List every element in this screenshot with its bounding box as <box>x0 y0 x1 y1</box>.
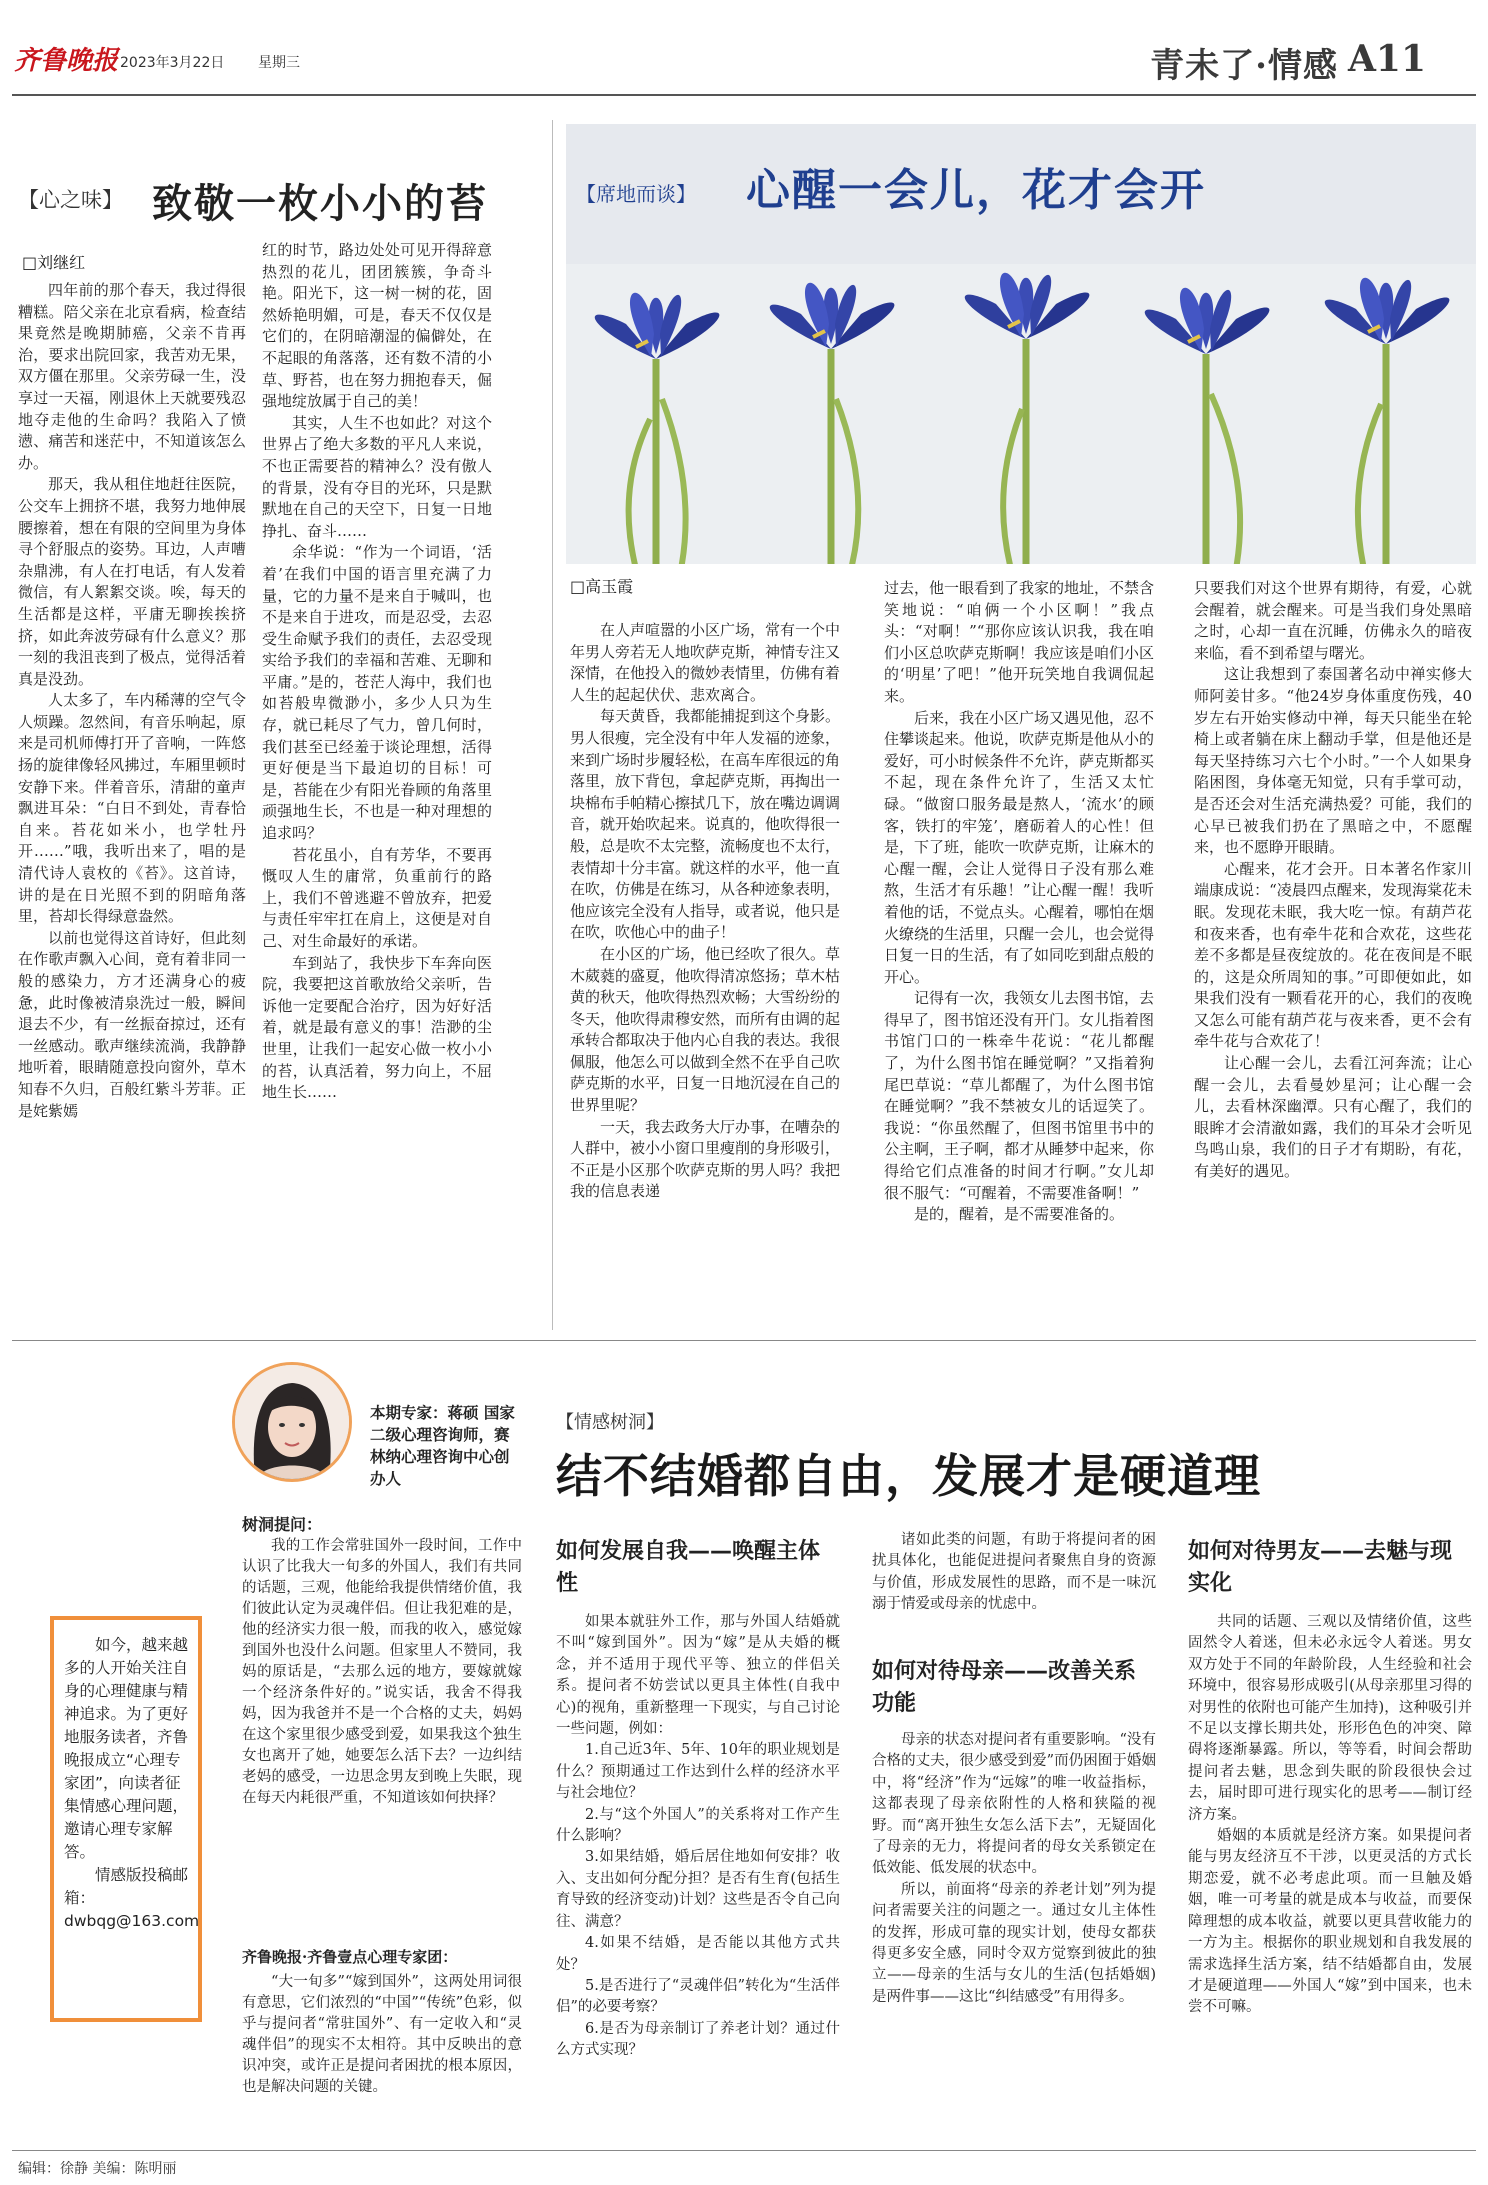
article3-col1 <box>556 1536 840 2136</box>
article2-tag: 【席地而谈】 <box>576 182 696 206</box>
expert-answer: “大一旬多”“嫁到国外”，这两处用词很有意思，它们浓烈的“中国”“传统”色彩，似乎与提问者“常驻国外”、有一定收入和“灵魂伴侣”的现实不太相符。其中反映出的意识冲突，或许正是提问者困扰的根本原因，也是解决问题的关键。 <box>242 1974 522 2095</box>
notice-text: 如今，越来越多的人开始关注自身的心理健康与精神追求。为了更好地服务读者，齐鲁晚报成立“心理专家团”，向读者征集情感心理问题，邀请心理专家解答。 <box>64 1636 189 1861</box>
issue-weekday: 星期三 <box>258 55 300 71</box>
column-divider <box>552 120 553 1330</box>
subhead-self: 如何发展自我——唤醒主体性 <box>556 1539 821 1596</box>
article2-col1: 在人声喧嚣的小区广场，常有一个中年男人旁若无人地吹萨克斯，神情专注又深情，在他投入的微妙表情里，仿佛有着人生的起起伏伏、悲欢离合。 每天黄昏，我都能捕捉到这个身影。男人很瘦，完全没有中年人发福的迹象，来到广场时步履轻松，在高车库很远的角落里，放下背包，拿起萨克斯，再掏出一块棉布手帕精心擦拭几下，放在嘴边调调音，就开始吹起来。说真的，他吹得很一般，总是吹不太完整，流畅度也不太行，表情却十分丰富。就这样的水平，他一直在吹，仿佛是在练习，从各种迹象表明，他应该完全没有人指导，或者说，他只是在吹，吹他心中的曲子！ 在小区的广场，他已经吹了很久。草木葳蕤的盛夏，他吹得清凉悠扬；草木枯黄的秋天，他吹得热烈欢畅；大雪纷纷的冬天，他吹得肃穆安然，而所有由调的起承转合都取决于他内心自我的表达。我很佩服，他怎么可以做到全然不在乎自己吹萨克斯的水平，日复一日地沉浸在自己的世界里呢？ 一天，我去政务大厅办事，在嘈杂的人群中，被小小窗口里瘦削的身形吸引，不正是小区那个吹萨克斯的男人吗？我把我的信息表递 <box>570 621 840 1201</box>
article2-author: □高玉霞 <box>570 577 634 596</box>
masthead-logo: 齐鲁晚报 <box>14 46 119 76</box>
article3-tag: 【情感树洞】 <box>556 1412 664 1433</box>
expert-avatar <box>232 1362 352 1482</box>
page-number: A11 <box>1348 38 1427 80</box>
expert-intro: 本期专家：蒋硕 国家二级心理咨询师，赛林纳心理咨询中心创办人 <box>370 1404 515 1488</box>
article1-col2: 红的时节，路边处处可见开得辞意热烈的花儿，团团簇簇，争奇斗艳。阳光下，这一树一树的花，固然娇艳明媚，可是，春天不仅仅是它们的，在阴暗潮湿的偏僻处，在不起眼的角落落，还有数不清的小草、野苔，也在努力拥抱春天，倔强地绽放属于自己的美！ 其实，人生不也如此？对这个世界占了绝大多数的平凡人来说，不也正需要苔的精神么？没有傲人的背景，没有夺目的光环，只是默默地在自己的天空下，日复一日地挣扎、奋斗…… 余华说：“作为一个词语，‘活着’在我们中国的语言里充满了力量，它的力量不是来自于喊叫，也不是来自于进攻，而是忍受，去忍受生命赋予我们的责任，去忍受现实给予我们的幸福和苦难、无聊和平庸。”是的，苍茫人海中，我们也如苔般卑微渺小，多少人只为生存，就已耗尽了气力，曾几何时，我们甚至已经羞于谈论理想，活得更好便是当下最迫切的目标！可是，苔能在少有阳光眷顾的角落里顽强地生长，不也是一种对理想的追求吗？ 苔花虽小，自有芳华，不要再慨叹人生的庸常，负重前行的路上，我们不曾逃避不曾放弃，把爱与责任牢牢扛在肩上，这便是对自己、对生命最好的承诺。 车到站了，我快步下车奔向医院，我要把这首歌放给父亲听，告诉他一定要配合治疗，因为好好活着，就是最有意义的事！浩渺的尘世里，让我们一起安心做一枚小小的苔，认真活着，努力向上，不屈地生长…… <box>262 241 492 1102</box>
notice-contact: 情感版投稿邮箱：dwbqg@163.com <box>64 1866 200 1930</box>
article3-col2-top: 诸如此类的问题，有助于将提问者的困扰具体化，也能促进提问者聚焦自身的资源与价值，形成发展性的思路，而不是一味沉溺于情爱或母亲的忧虑中。 <box>872 1532 1156 1613</box>
question-label: 树洞提问： <box>242 1515 323 1534</box>
answer-label: 齐鲁晚报·齐鲁壹点心理专家团： <box>242 1948 458 1966</box>
subhead-boyfriend: 如何对待男友——去魅与现实化 <box>1188 1539 1453 1596</box>
footer-credits: 编辑：徐静 美编：陈明丽 <box>18 2161 177 2177</box>
article3-col3 <box>1188 1536 1472 2136</box>
article3-col2 <box>872 1530 1156 2136</box>
article2-col3: 只要我们对这个世界有期待，有爱，心就会醒着，就会醒来。可是当我们身处黑暗之时，心却一直在沉睡，仿佛永久的暗夜来临，看不到希望与曙光。 这让我想到了泰国著名动中禅实修大师阿姜甘多。“他24岁身体重度伤残，40岁左右开始实修动中禅，每天只能坐在轮椅上或者躺在床上翻动手掌，但是他还是每天坚持练习六七个小时。”一个人如果身陷困图，身体毫无知觉，只有手掌可动，是否还会对生活充满热爱？可能，我们的心早已被我们扔在了黑暗之中，不愿醒来，也不愿睁开眼睛。 心醒来，花才会开。日本著名作家川端康成说：“凌晨四点醒来，发现海棠花未眠。发现花未眠，我大吃一惊。有葫芦花和夜来香，也有牵牛花和合欢花，这些花差不多都是昼夜绽放的。花在夜间是不眠的，这是众所周知的事。”可即便如此，如果我们没有一颗看花开的心，我们的夜晚又怎么可能有葫芦花与夜来香，更不会有牵牛花与合欢花了！ 让心醒一会儿，去看江河奔流；让心醒一会儿，去看曼妙星河；让心醒一会儿，去看林深幽潭。只有心醒了，我们的眼眸才会清澈如露，我们的耳朵才会听见鸟鸣山泉，我们的日子才有期盼，有花，有美好的遇见。 <box>1194 579 1472 1181</box>
notice-box <box>50 1616 202 2022</box>
section-divider <box>12 1340 1476 1341</box>
article2-title: 心醒一会儿，花才会开 <box>746 165 1206 216</box>
header-rule <box>12 94 1476 96</box>
article1-title: 致敬一枚小小的苔 <box>152 180 488 227</box>
article3-col3-body: 共同的话题、三观以及情绪价值，这些固然令人着迷，但未必永远令人着迷。男女双方处于不同的年龄阶段，人生经验和社会环境中，很容易形成吸引(从母亲那里习得的对男性的依附也可能产生加持)，这种吸引并不足以支撑长期共处，形形色色的冲突、障碍将逐渐暴露。所以，等等看，时间会帮助提问者去魅，思念到失眠的阶段很快会过去，届时即可进行现实化的思考——制订经济方案。 婚姻的本质就是经济方案。如果提问者能与男友经济互不干涉，以更灵活的方式长期恋爱，就不必考虑此项。而一旦触及婚姻，唯一可考量的就是成本与收益，而要保障理想的成本收益，就要以更具营收能力的一方为主。根据你的职业规划和自我发展的需求选择生活方案，结不结婚都自由，发展才是硬道理——外国人“嫁”到中国来，也未尝不可嘛。 <box>1188 1614 1472 2016</box>
article3-title: 结不结婚都自由，发展才是硬道理 <box>556 1449 1261 1503</box>
subhead-mother: 如何对待母亲——改善关系功能 <box>872 1659 1137 1716</box>
expert-question: 我的工作会常驻国外一段时间，工作中认识了比我大一旬多的外国人，我们有共同的话题，三观，他能给我提供情绪价值，我们彼此认定为灵魂伴侣。但让我犯难的是，他的经济实力很一般，而我的收入，感觉嫁到国外也没什么问题。但家里人不赞同，我妈的原话是，“去那么远的地方，要嫁就嫁一个经济条件好的。”说实话，我舍不得我妈，因为我爸并不是一个合格的丈夫，妈妈在这个家里很少感受到爱，如果我这个独生女也离开了她，她要怎么活下去？一边纠结老妈的感受，一边思念男友到晚上失眠，现在每天内耗很严重，不知道该如何抉择？ <box>242 1538 522 1806</box>
article2-col2: 过去，他一眼看到了我家的地址，不禁含笑地说：“咱俩一个小区啊！”我点头：“对啊！”“那你应该认识我，我在咱们小区总吹萨克斯啊！我应该是咱们小区的‘明星’了吧！”他开玩笑地自我调侃起来。 后来，我在小区广场又遇见他，忍不住攀谈起来。他说，吹萨克斯是他从小的爱好，可小时候条件不允许，萨克斯都买不起，现在条件允许了，生活又太忙碌。“做窗口服务最是熬人，‘流水’的顾客，铁打的牢笼’，磨砺着人的心性！但是，下了班，能吹一吹萨克斯，让麻木的心醒一醒，会让人觉得日子没有那么难熬，生活才有乐趣！”让心醒一醒！我听着他的话，不觉点头。心醒着，哪怕在烟火缭绕的生活里，只醒一会儿，也会觉得日复一日的生活，有了如同吃到甜点般的开心。 记得有一次，我领女儿去图书馆，去得早了，图书馆还没有开门。女儿指着图书馆门口的一株牵牛花说：“花儿都醒了，为什么图书馆在睡觉啊？”又指着狗尾巴草说：“草儿都醒了，为什么图书馆在睡觉啊？”我不禁被女儿的话逗笑了。我说：“你虽然醒了，但图书馆里书中的公主啊，王子啊，都才从睡梦中起来，你得给它们点准备的时间才行啊。”女儿却很不服气：“可醒着，不需要准备啊！” 是的，醒着，是不需要准备的。 <box>884 579 1154 1224</box>
article1-col1: 四年前的那个春天，我过得很糟糕。陪父亲在北京看病，检查结果竟然是晚期肺癌，父亲不肯再治，要求出院回家，我苦劝无果，双方僵在那里。父亲劳碌一生，没享过一天福，刚退休上天就要残忍地夺走他的生命吗？我陷入了愤懑、痛苦和迷茫中，不知道该怎么办。 那天，我从租住地赶往医院，公交车上拥挤不堪，我努力地伸展腰擦着，想在有限的空间里为身体寻个舒服点的姿势。耳边，人声嘈杂鼎沸，有人在打电话，有人发着微信，有人絮絮交谈。唉，每天的生活都是这样，平庸无聊挨挨挤挤，如此奔波劳碌有什么意义？那一刻的我沮丧到了极点，觉得活着真是没劲。 人太多了，车内稀薄的空气令人烦躁。忽然间，有音乐响起，原来是司机师傅打开了音响，一阵悠扬的旋律像轻风拂过，车厢里顿时安静下来。伴着音乐，清甜的童声飘进耳朵：“白日不到处，青春恰自来。苔花如米小，也学牡丹开……”哦，我听出来了，唱的是清代诗人袁枚的《苔》。这首诗，讲的是在日光照不到的阴暗角落里，苔却长得绿意盎然。 以前也觉得这首诗好，但此刻在作歌声飘入心间，竟有着非同一般的感染力，方才还满身心的疲惫，此时像被清泉洗过一般，瞬间退去不少，有一丝振奋掠过，还有一丝感动。歌声继续流淌，我静静地听着，眼睛随意投向窗外，草木知春不久归，百般红紫斗芳菲。正是姹紫嫣 <box>18 281 246 1120</box>
article2-image <box>566 124 1476 564</box>
article1-author: □刘继红 <box>22 253 86 272</box>
section-title: 青未了·情感 <box>1150 46 1338 86</box>
footer-rule <box>12 2150 1476 2151</box>
issue-date: 2023年3月22日 <box>120 55 225 71</box>
article3-col1-body: 如果本就驻外工作，那与外国人结婚就不叫“嫁到国外”。因为“嫁”是从夫婚的概念，并不适用于现代平等、独立的伴侣关系。提问者不妨尝试以更具主体性(自我中心)的视角，重新整理一下现实，与自己讨论一些问题，例如： 1.自己近3年、5年、10年的职业规划是什么？预期通过工作达到什么样的经济水平与社会地位？ 2.与“这个外国人”的关系将对工作产生什么影响？ 3.如果结婚，婚后居住地如何安排？收入、支出如何分配分担？是否有生育(包括生育导致的经济变动)计划？这些是否令自己向往、满意？ 4.如果不结婚，是否能以其他方式共处？ 5.是否进行了“灵魂伴侣”转化为“生活伴侣”的必要考察？ 6.是否为母亲制订了养老计划？通过什么方式实现？ <box>556 1614 840 2059</box>
article3-col2-body: 母亲的状态对提问者有重要影响。“没有合格的丈夫，很少感受到爱”而仍困囿于婚姻中，将“经济”作为“远嫁”的唯一收益指标，这都表现了母亲依附性的人格和狭隘的视野。而“离开独生女怎么活下去”，无疑固化了母亲的无力，将提问者的母女关系锁定在低效能、低发展的状态中。 所以，前面将“母亲的养老计划”列为提问者需要关注的问题之一。通过女儿主体性的发挥，形成可靠的现实计划，使母女都获得更多安全感，同时令双方觉察到彼此的独立——母亲的生活与女儿的生活(包括婚姻)是两件事——这比“纠结感受”有用得多。 <box>872 1732 1156 2005</box>
article1-tag: 【心之味】 <box>18 188 123 212</box>
